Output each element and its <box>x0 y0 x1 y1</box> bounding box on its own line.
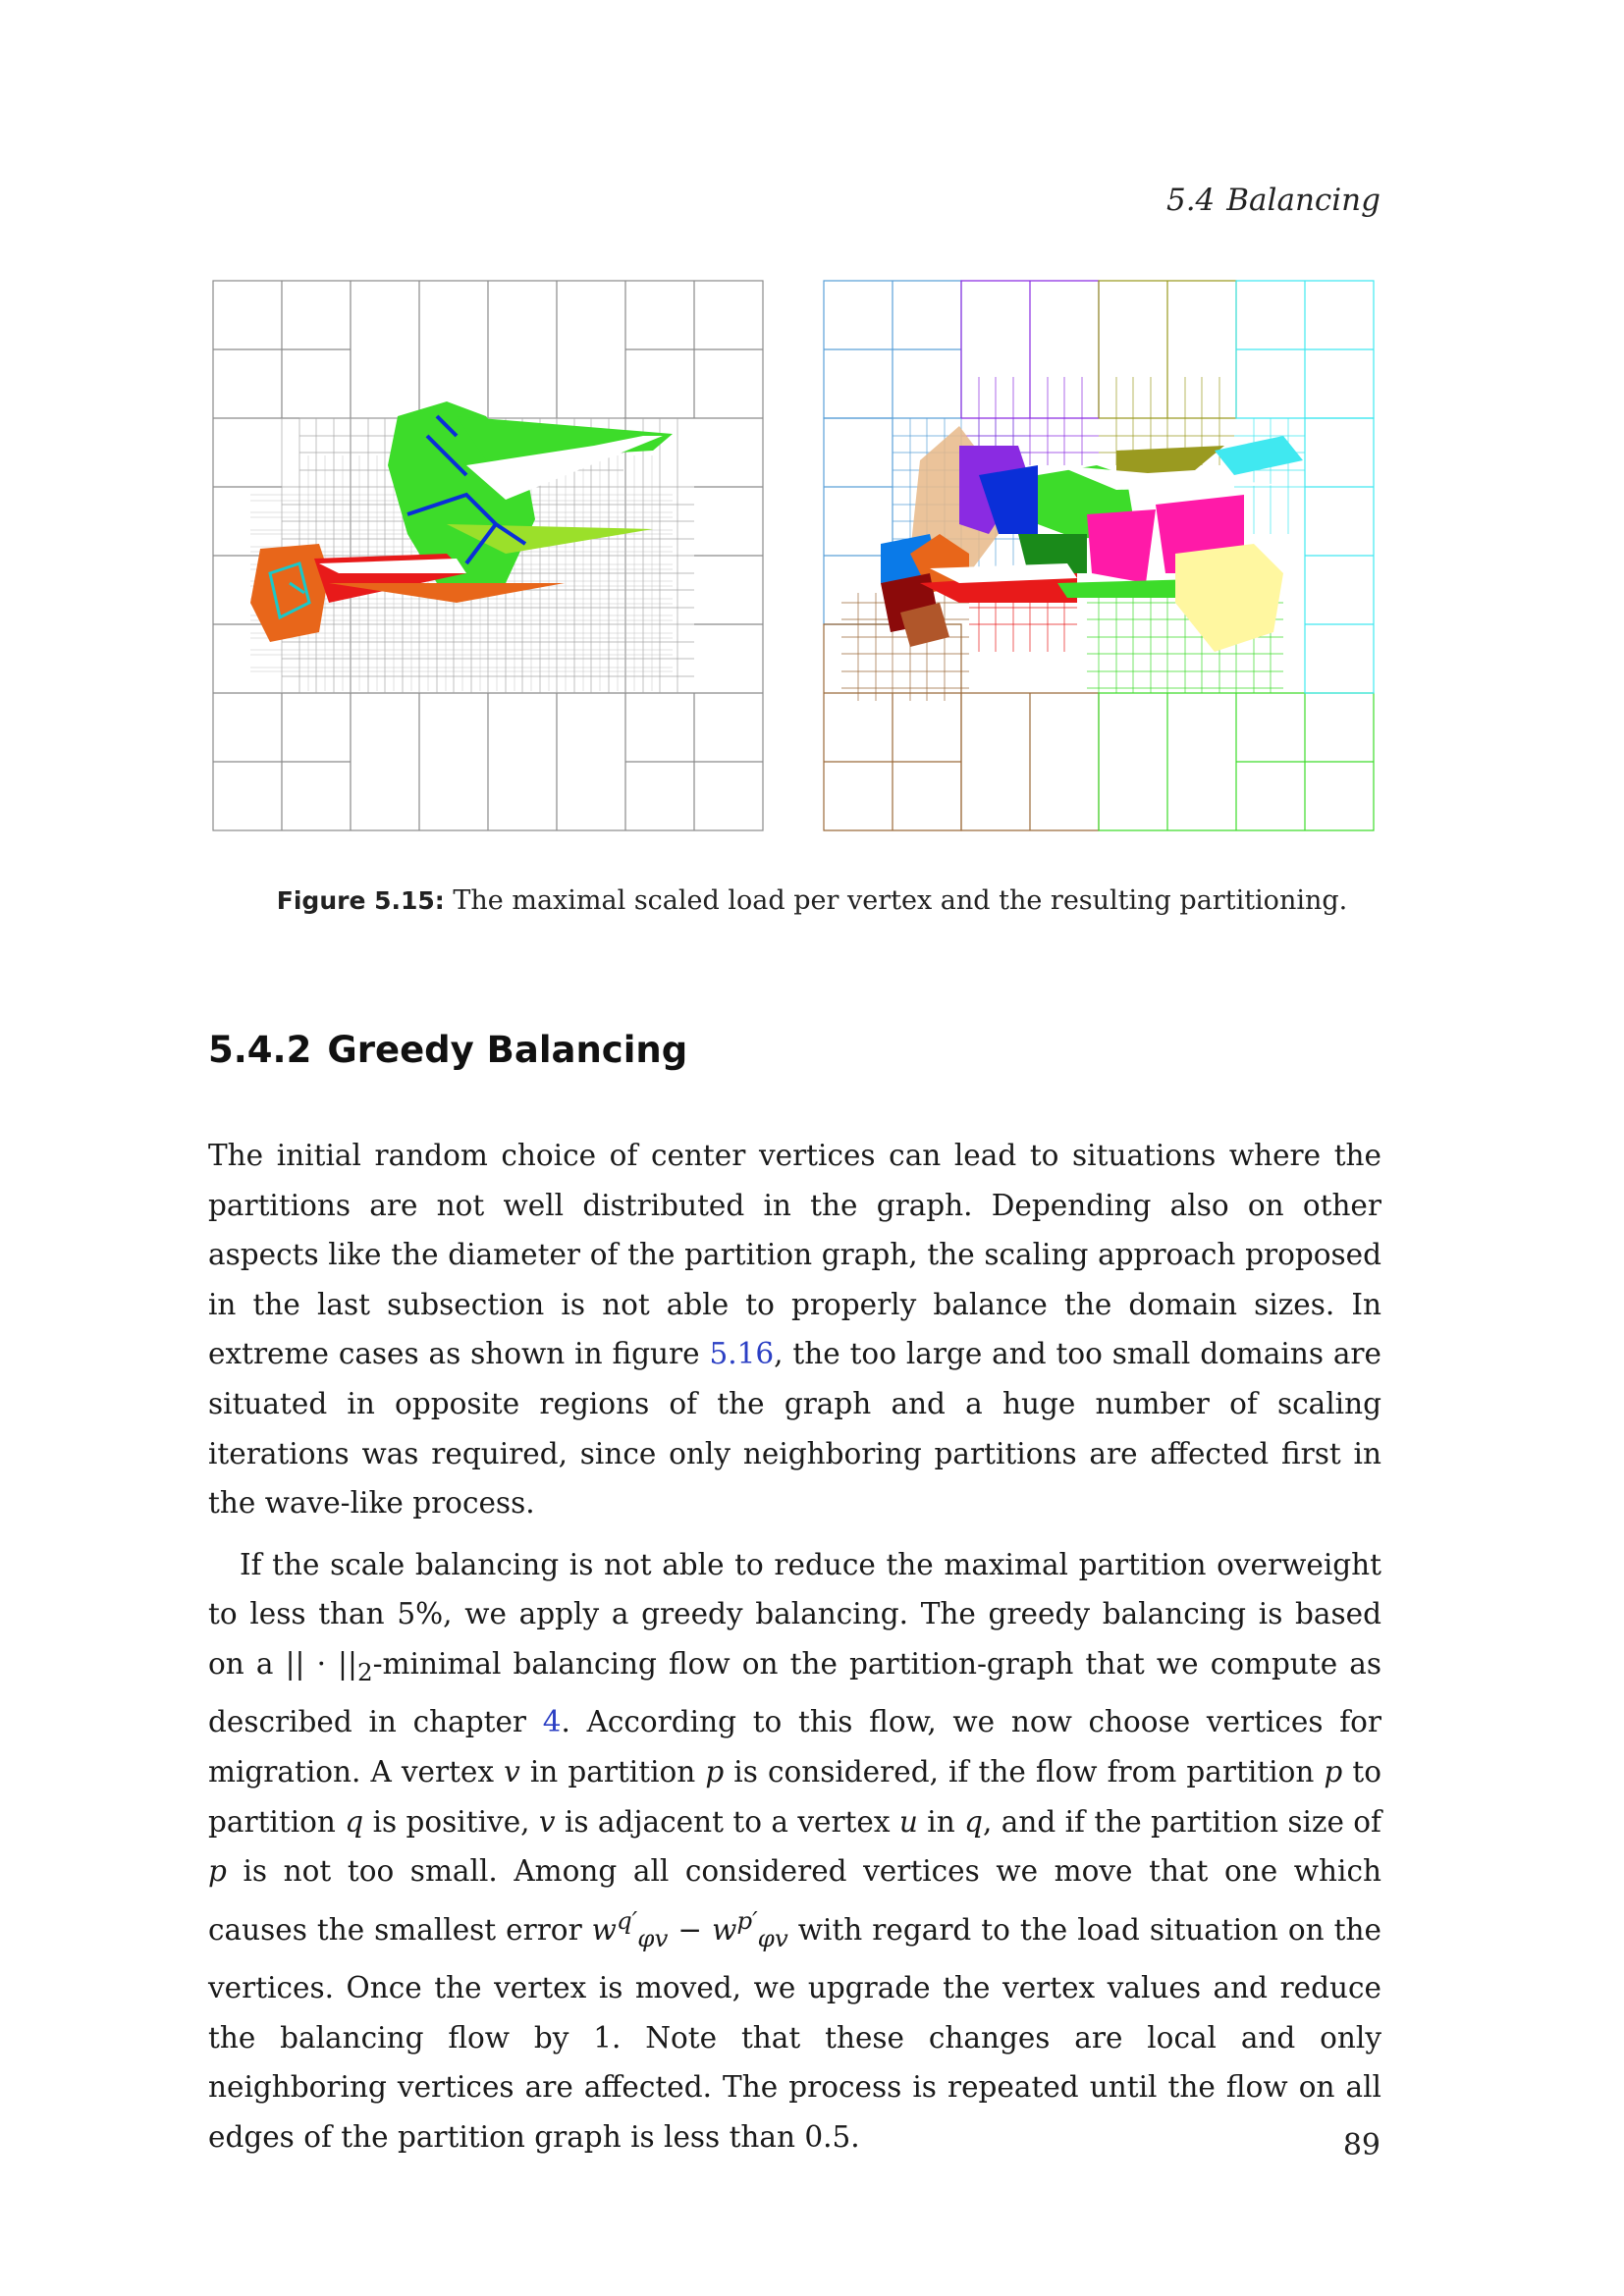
section-number: 5.4.2 <box>208 1029 312 1071</box>
text-run: is not too small. Among all considered vertices we move that one which causes the smallest error <box>208 1854 1381 1947</box>
text-run: is considered, if the flow from partition <box>724 1755 1325 1789</box>
text-run: is adjacent to a vertex <box>555 1804 899 1839</box>
math-var: p <box>208 1854 227 1889</box>
page-number: 89 <box>1342 2128 1380 2163</box>
error-term <box>591 1905 669 1952</box>
math-var: p <box>705 1755 725 1789</box>
math-var: v <box>538 1804 556 1839</box>
math-op: − <box>668 1912 713 1947</box>
running-header <box>1166 183 1380 218</box>
math-var: q <box>345 1804 364 1839</box>
math-var: v <box>504 1755 520 1789</box>
math-var: w <box>591 1912 617 1947</box>
text-run: in <box>917 1804 965 1839</box>
math-var: w <box>712 1912 737 1947</box>
partition-mesh-image <box>822 279 1376 832</box>
text-run: , the too large and too small domains are situated in opposite regions of the graph and a huge number of scaling iterations was required, since only neighboring partitions are affected first in the wave-like process. <box>208 1337 1381 1521</box>
norm-subscript: 2 <box>356 1657 373 1686</box>
figure-reference-link[interactable]: 5.16 <box>709 1337 775 1371</box>
text-run: -minimal balancing flow on the partition-graph that we compute as described in chapter <box>208 1646 1381 1739</box>
math-sup: q′ <box>616 1905 638 1935</box>
math-sub: φv <box>637 1923 669 1952</box>
norm-symbol: || · || <box>285 1646 357 1681</box>
body-text <box>208 1131 1381 2173</box>
text-run: to partition <box>208 1755 1381 1839</box>
text-run: If the scale balancing is not able to reduce the maximal partition overweight to less than 5%, we apply a greedy balancing. The greedy balancing is based on a <box>208 1547 1381 1681</box>
error-term <box>712 1905 788 1952</box>
math-var: q <box>964 1804 983 1839</box>
section-title: Greedy Balancing <box>327 1029 688 1071</box>
text-run: The initial random choice of center vertices can lead to situations where the partitions are not well distributed in the graph. Depending also on other aspects like the diameter of the partition graph, the scaling approach proposed in the last subsection is not able to properly balance the domain sizes. In extreme cases as shown in figure <box>208 1139 1381 1371</box>
math-sup: p′ <box>736 1905 758 1935</box>
text-run: . According to this flow, we now choose vertices for migration. A vertex <box>208 1705 1381 1789</box>
load-mesh-image <box>211 279 765 832</box>
figure-5-15 <box>211 279 1376 832</box>
caption-label: Figure 5.15: <box>276 886 445 915</box>
figure-caption <box>0 885 1624 916</box>
header-section-number: 5.4 <box>1165 183 1216 218</box>
text-run: in partition <box>519 1755 706 1789</box>
math-var: u <box>898 1804 918 1839</box>
math-sub: φv <box>757 1923 788 1952</box>
text-run: with regard to the load situation on the vertices. Once the vertex is moved, we upgrade the vertex values and reduce the balancing flow by 1. Note that these changes are local and only neighboring vertices are affected. The process is repeated until the flow on all edges of the partition graph is less than 0.5. <box>208 1912 1381 2154</box>
math-var: p <box>1324 1755 1343 1789</box>
paragraph-1 <box>208 1131 1381 1528</box>
text-run: , and if the partition size of <box>982 1804 1381 1839</box>
paragraph-2 <box>208 1540 1381 2163</box>
chapter-reference-link[interactable]: 4 <box>542 1705 562 1739</box>
caption-text: The maximal scaled load per vertex and the resulting partitioning. <box>453 885 1348 916</box>
text-run: is positive, <box>363 1804 539 1839</box>
section-heading <box>208 1029 687 1071</box>
header-section-title: Balancing <box>1226 183 1380 218</box>
